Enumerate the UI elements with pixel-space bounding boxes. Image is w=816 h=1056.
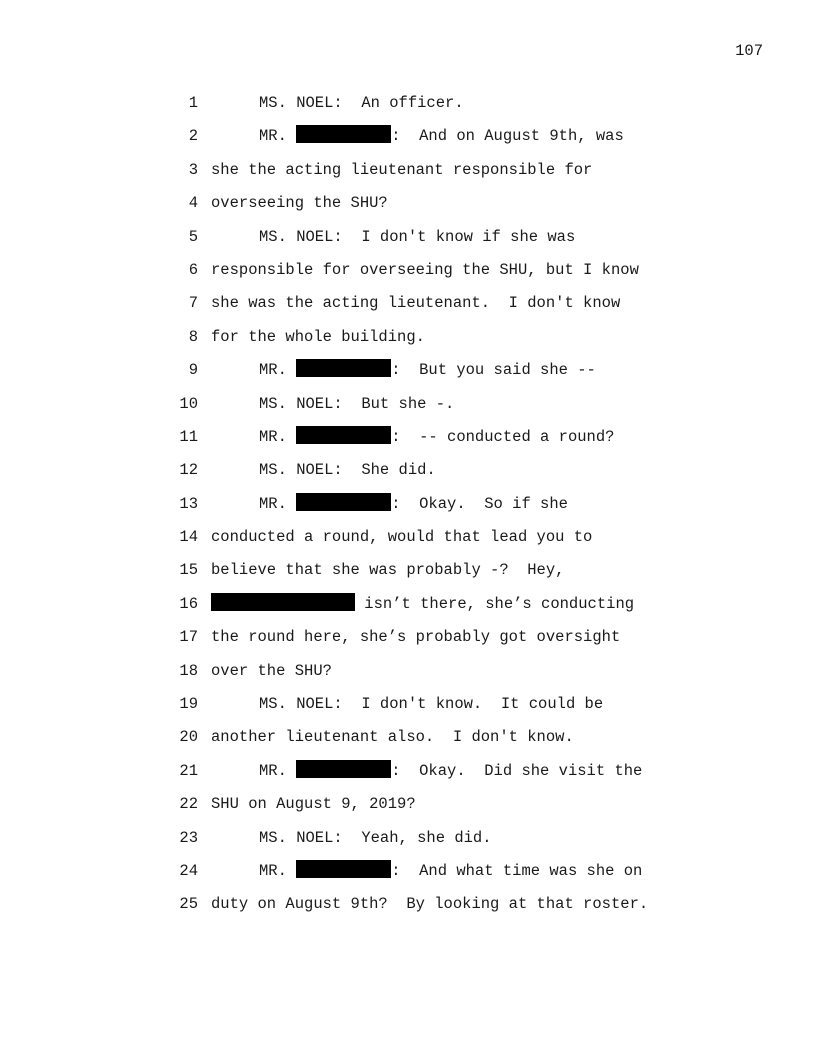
line-text bbox=[211, 424, 614, 450]
line-number: 20 bbox=[179, 728, 198, 747]
transcript-line bbox=[0, 123, 816, 156]
transcript-line bbox=[0, 257, 816, 290]
line-text-segment: MS. NOEL: She did. bbox=[259, 461, 436, 480]
line-text-segment: overseeing the SHU? bbox=[211, 194, 388, 213]
line-text-segment: MR. bbox=[259, 127, 297, 146]
transcript-line bbox=[0, 457, 816, 490]
transcript-line bbox=[0, 357, 816, 390]
line-text bbox=[211, 391, 454, 417]
line-number: 10 bbox=[179, 394, 198, 413]
line-number: 19 bbox=[179, 695, 198, 714]
line-number: 11 bbox=[179, 427, 198, 446]
line-text-segment: MR. bbox=[259, 494, 297, 513]
line-text bbox=[211, 658, 332, 684]
line-number: 21 bbox=[179, 761, 198, 780]
page-number: 107 bbox=[735, 42, 763, 60]
line-text-segment: : Okay. Did she visit the bbox=[391, 761, 643, 780]
line-number: 12 bbox=[179, 461, 198, 480]
transcript-line bbox=[0, 424, 816, 457]
line-number: 3 bbox=[188, 160, 198, 179]
line-text bbox=[211, 891, 648, 917]
line-text bbox=[211, 524, 592, 550]
line-text-segment: : Okay. So if she bbox=[391, 494, 568, 513]
line-number: 9 bbox=[188, 361, 198, 380]
line-text-segment: she was the acting lieutenant. I don't know bbox=[211, 294, 621, 313]
line-text-segment: MR. bbox=[259, 361, 297, 380]
line-text-segment: MS. NOEL: I don't know. It could be bbox=[259, 695, 604, 714]
line-text-segment: : And on August 9th, was bbox=[391, 127, 624, 146]
transcript-line bbox=[0, 758, 816, 791]
line-text bbox=[211, 758, 642, 784]
line-text-segment: : -- conducted a round? bbox=[391, 427, 615, 446]
transcript-line bbox=[0, 658, 816, 691]
line-text-segment: SHU on August 9, 2019? bbox=[211, 795, 416, 814]
line-text bbox=[211, 457, 436, 483]
line-text bbox=[211, 324, 425, 350]
line-text bbox=[211, 290, 620, 316]
transcript-line bbox=[0, 491, 816, 524]
line-text bbox=[211, 90, 464, 116]
transcript-line bbox=[0, 825, 816, 858]
line-text-segment: responsible for overseeing the SHU, but I know bbox=[211, 260, 639, 279]
line-number: 6 bbox=[188, 260, 198, 279]
line-text-segment: MS. NOEL: Yeah, she did. bbox=[259, 828, 492, 847]
transcript-line bbox=[0, 891, 816, 924]
line-text bbox=[211, 691, 603, 717]
transcript-line bbox=[0, 290, 816, 323]
line-text-segment: : And what time was she on bbox=[391, 861, 643, 880]
line-text bbox=[211, 724, 574, 750]
line-number: 2 bbox=[188, 127, 198, 146]
line-text-segment: : But you said she -- bbox=[391, 361, 596, 380]
transcript bbox=[0, 90, 816, 925]
line-text bbox=[211, 624, 620, 650]
line-text-segment: believe that she was probably -? Hey, bbox=[211, 561, 565, 580]
line-number: 22 bbox=[179, 795, 198, 814]
line-text bbox=[211, 190, 388, 216]
transcript-line bbox=[0, 157, 816, 190]
line-text bbox=[211, 591, 634, 617]
line-text-segment: duty on August 9th? By looking at that roster. bbox=[211, 895, 649, 914]
line-number: 4 bbox=[188, 194, 198, 213]
line-text-segment: for the whole building. bbox=[211, 327, 425, 346]
line-text bbox=[211, 357, 596, 383]
line-number: 17 bbox=[179, 628, 198, 647]
line-number: 24 bbox=[179, 861, 198, 880]
line-text-segment: another lieutenant also. I don't know. bbox=[211, 728, 574, 747]
line-text bbox=[211, 825, 492, 851]
line-text bbox=[211, 224, 575, 250]
line-number: 8 bbox=[188, 327, 198, 346]
line-text-segment: MR. bbox=[259, 861, 297, 880]
line-number: 14 bbox=[179, 528, 198, 547]
transcript-line bbox=[0, 858, 816, 891]
line-number: 23 bbox=[179, 828, 198, 847]
redaction-box bbox=[296, 125, 391, 143]
transcript-line bbox=[0, 524, 816, 557]
line-number: 18 bbox=[179, 661, 198, 680]
transcript-line bbox=[0, 791, 816, 824]
line-text bbox=[211, 858, 642, 884]
line-number: 25 bbox=[179, 895, 198, 914]
transcript-line bbox=[0, 691, 816, 724]
line-text-segment: over the SHU? bbox=[211, 661, 332, 680]
line-number: 7 bbox=[188, 294, 198, 313]
line-text-segment: isn’t there, she’s conducting bbox=[355, 594, 635, 613]
line-text-segment: MR. bbox=[259, 427, 297, 446]
transcript-line bbox=[0, 391, 816, 424]
line-text bbox=[211, 557, 564, 583]
line-text-segment: the round here, she’s probably got oversight bbox=[211, 628, 621, 647]
transcript-line bbox=[0, 324, 816, 357]
line-text-segment: MS. NOEL: An officer. bbox=[259, 94, 464, 112]
line-text-segment: MS. NOEL: I don't know if she was bbox=[259, 227, 576, 246]
redaction-box bbox=[296, 860, 391, 878]
transcript-line bbox=[0, 557, 816, 590]
line-text bbox=[211, 123, 624, 149]
line-text bbox=[211, 791, 416, 817]
transcript-line bbox=[0, 724, 816, 757]
line-number: 1 bbox=[188, 94, 198, 112]
redaction-box bbox=[296, 426, 391, 444]
line-number: 13 bbox=[179, 494, 198, 513]
transcript-line bbox=[0, 591, 816, 624]
line-number: 5 bbox=[188, 227, 198, 246]
transcript-line bbox=[0, 190, 816, 223]
redaction-box bbox=[296, 760, 391, 778]
line-text bbox=[211, 491, 568, 517]
line-number: 15 bbox=[179, 561, 198, 580]
redaction-box bbox=[296, 493, 391, 511]
line-text-segment: she the acting lieutenant responsible for bbox=[211, 160, 593, 179]
transcript-line bbox=[0, 624, 816, 657]
redaction-box bbox=[211, 593, 355, 611]
transcript-line bbox=[0, 90, 816, 123]
line-text bbox=[211, 157, 592, 183]
line-text bbox=[211, 257, 639, 283]
line-text-segment: MR. bbox=[259, 761, 297, 780]
line-text-segment: conducted a round, would that lead you to bbox=[211, 528, 593, 547]
transcript-line bbox=[0, 224, 816, 257]
redaction-box bbox=[296, 359, 391, 377]
line-number: 16 bbox=[179, 594, 198, 613]
line-text-segment: MS. NOEL: But she -. bbox=[259, 394, 455, 413]
